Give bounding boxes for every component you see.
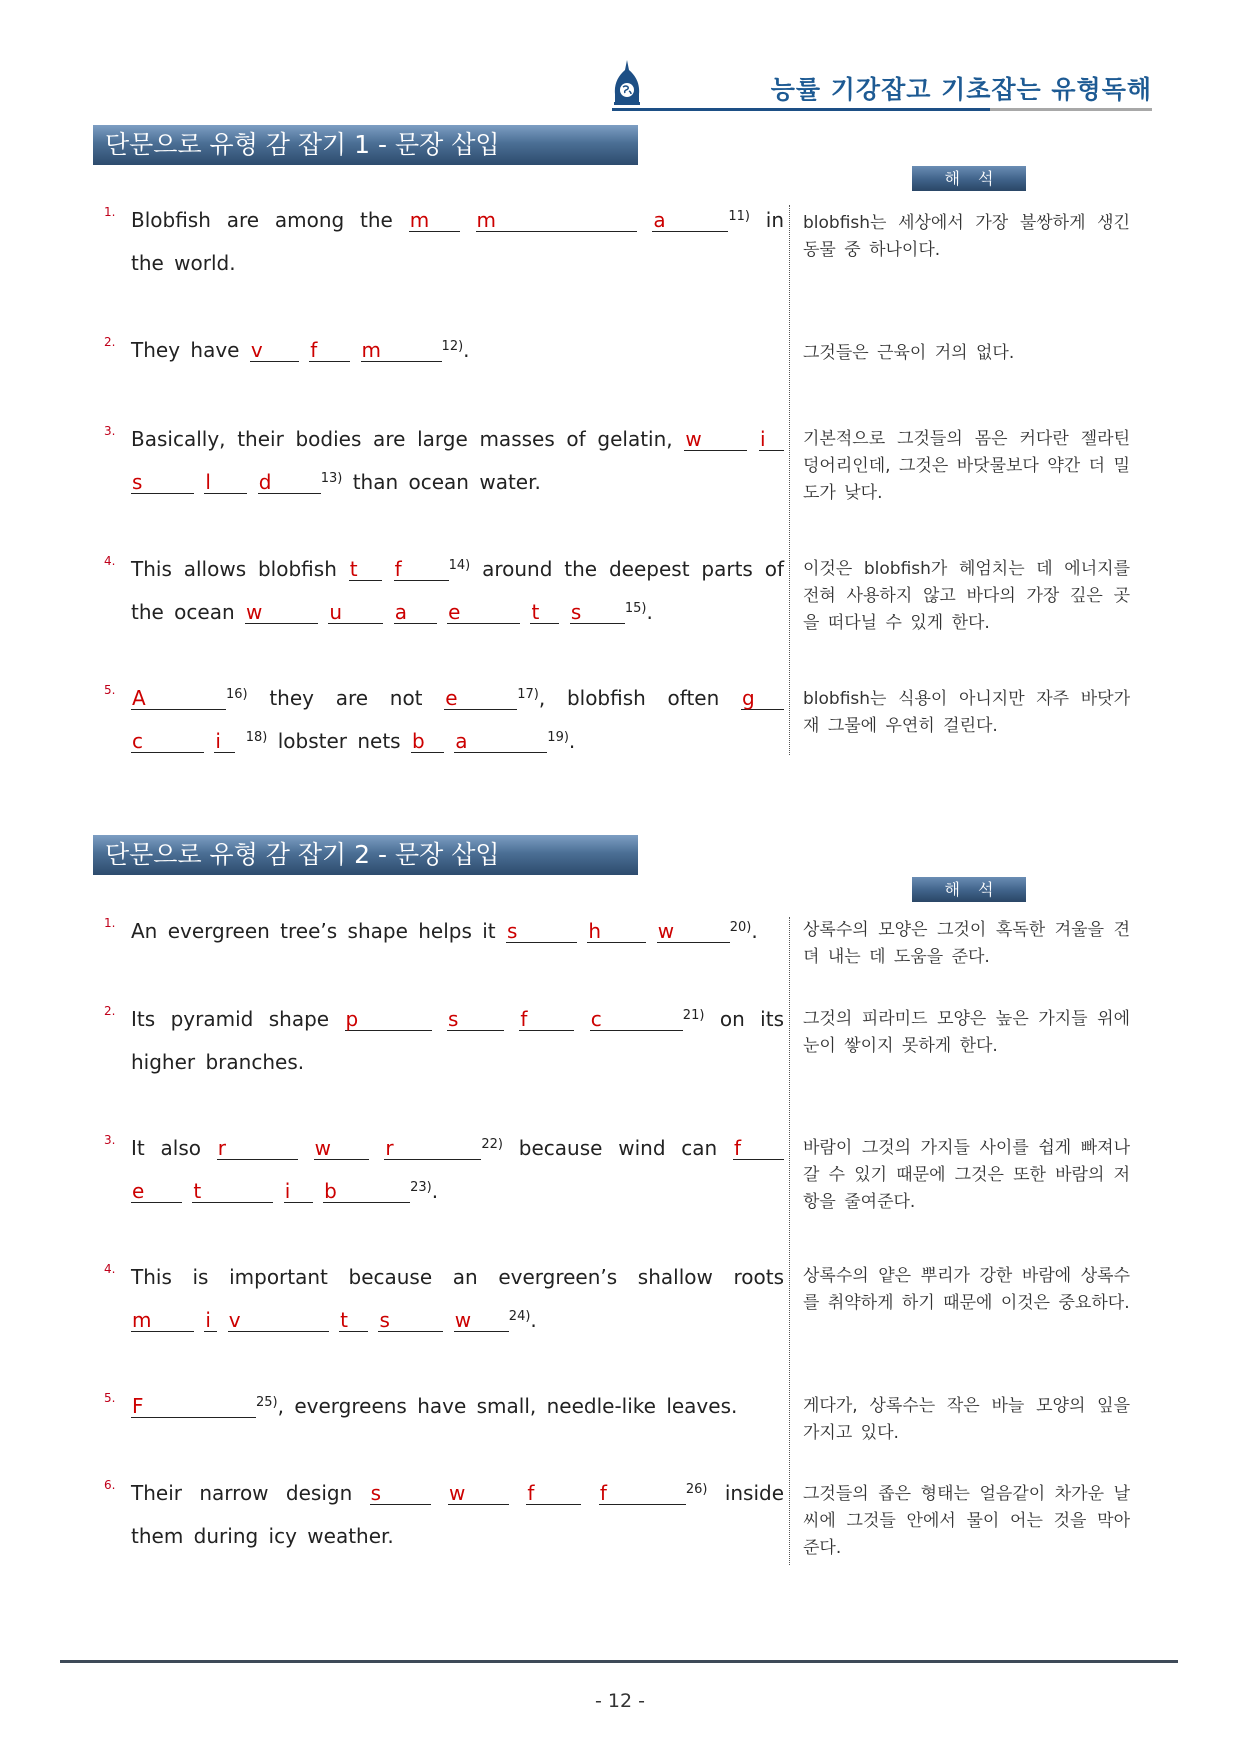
answer-blank[interactable]: t [192, 1180, 273, 1203]
blank-index: 19) [547, 730, 569, 745]
answer-blank[interactable]: l [204, 471, 247, 494]
answer-blank[interactable]: w [657, 920, 730, 943]
sentence-text [369, 1136, 385, 1160]
sentence-text: . [530, 1308, 537, 1332]
question-sentence [131, 1256, 784, 1342]
answer-blank[interactable]: c [131, 730, 204, 753]
translation-text: blobfish는 세상에서 가장 불쌍하게 생긴 동물 중 하나이다. [803, 213, 1130, 260]
footer-rule [60, 1660, 1178, 1663]
header-rule [612, 108, 1152, 111]
question-number: 1. [104, 916, 116, 930]
answer-blank[interactable]: t [349, 558, 382, 581]
answer-blank[interactable]: i [214, 730, 235, 753]
sentence-text [432, 1007, 447, 1031]
section-title: 단문으로 유형 감 잡기 2 - 문장 삽입 [93, 835, 638, 875]
answer-blank[interactable]: s [570, 601, 625, 624]
sentence-text [646, 919, 656, 943]
question-sentence [131, 418, 784, 504]
sentence-text: . [568, 729, 576, 753]
answer-blank[interactable]: f [599, 1482, 686, 1505]
sentence-text [235, 729, 245, 753]
translation-text: 바람이 그것의 가지들 사이를 쉽게 빠져나갈 수 있기 때문에 그것은 또한 바람의 저항을 줄여준다. [803, 1138, 1130, 1212]
question-number: 4. [104, 554, 116, 568]
sentence-text [443, 1308, 453, 1332]
question-sentence [131, 1127, 784, 1213]
question-number: 3. [104, 1133, 116, 1147]
sentence-text [247, 470, 257, 494]
sentence-text [520, 600, 530, 624]
sentence-text [329, 1308, 339, 1332]
answer-blank[interactable]: r [384, 1137, 481, 1160]
sentence-text [559, 600, 569, 624]
translation-text: 기본적으로 그것들의 몸은 커다란 젤라틴 덩어리인데, 그것은 바닷물보다 약간 더 밀도가 낮다. [803, 429, 1130, 503]
answer-blank[interactable]: m [131, 1309, 194, 1332]
answer-blank[interactable]: v [228, 1309, 329, 1332]
answer-blank[interactable]: f [733, 1137, 784, 1160]
answer-blank[interactable]: i [759, 428, 784, 451]
answer-blank[interactable]: m [409, 209, 460, 232]
answer-blank[interactable]: i [284, 1180, 313, 1203]
sentence-text [637, 208, 653, 232]
answer-blank[interactable]: b [323, 1180, 410, 1203]
question-sentence [131, 677, 784, 763]
blank-index: 26) [685, 1482, 708, 1497]
translation-text: 이것은 blobfish가 헤엄치는 데 에너지를 전혀 사용하지 않고 바다의 가장 깊은 곳을 떠다닐 수 있게 한다. [803, 559, 1130, 633]
answer-blank[interactable]: b [411, 730, 444, 753]
sentence-text: This allows blobfish [131, 557, 349, 581]
sentence-text: lobster nets [267, 729, 411, 753]
sentence-text: An evergreen tree’s shape helps it [131, 919, 506, 943]
translation-text: blobfish는 식용이 아니지만 자주 바닷가재 그물에 우연히 걸린다. [803, 689, 1130, 736]
sentence-text [217, 1308, 227, 1332]
answer-blank[interactable]: A [131, 687, 226, 710]
question-item [104, 1472, 784, 1558]
question-item [104, 199, 784, 285]
sentence-text: . [431, 1179, 439, 1203]
answer-blank[interactable]: w [314, 1137, 369, 1160]
sentence-text: , evergreens have small, needle-like leaves. [277, 1394, 738, 1418]
question-item [104, 1385, 784, 1428]
question-sentence [131, 998, 784, 1084]
sentence-text [350, 338, 360, 362]
sentence-text [382, 557, 394, 581]
answer-blank[interactable]: f [526, 1482, 581, 1505]
blank-index: 22) [481, 1137, 503, 1152]
blank-index: 14) [448, 558, 471, 573]
answer-blank[interactable]: w [245, 601, 318, 624]
question-item [104, 910, 784, 953]
sentence-text [574, 1007, 589, 1031]
sentence-text [298, 1136, 314, 1160]
sentence-text: Its pyramid shape [131, 1007, 345, 1031]
blank-index: 15) [624, 601, 647, 616]
answer-blank[interactable]: w [684, 428, 747, 451]
answer-blank[interactable]: e [131, 1180, 182, 1203]
answer-blank[interactable]: h [587, 920, 646, 943]
answer-blank[interactable]: t [530, 601, 559, 624]
question-item [104, 1127, 784, 1213]
sentence-text [581, 1481, 598, 1505]
sentence-text: Their narrow design [131, 1481, 370, 1505]
answer-blank[interactable]: a [454, 730, 547, 753]
blank-index: 20) [729, 920, 752, 935]
sentence-text: than ocean water. [342, 470, 541, 494]
blank-index: 11) [728, 209, 750, 224]
pen-nib-globe-icon [612, 58, 642, 108]
blank-index: 12) [441, 339, 464, 354]
sentence-text: around the deepest parts of the ocean [131, 557, 784, 624]
question-sentence [131, 329, 784, 372]
blank-index: 13) [320, 471, 343, 486]
question-sentence [131, 1385, 784, 1428]
answer-blank[interactable]: s [131, 471, 194, 494]
sentence-text: Basically, their bodies are large masses of gelatin, [131, 427, 685, 451]
sentence-text [444, 729, 454, 753]
sentence-text: , blobfish often [538, 686, 742, 710]
sentence-text: because wind can [503, 1136, 734, 1160]
question-item [104, 1256, 784, 1342]
sentence-text: inside them during icy weather. [131, 1481, 785, 1548]
question-number: 6. [104, 1478, 116, 1492]
sentence-text [383, 600, 393, 624]
answer-blank[interactable]: r [217, 1137, 298, 1160]
answer-blank[interactable]: a [652, 209, 728, 232]
blank-index: 17) [517, 687, 539, 702]
sentence-text: It also [131, 1136, 217, 1160]
question-item [104, 329, 784, 372]
answer-blank[interactable]: g [741, 687, 784, 710]
question-item [104, 548, 784, 634]
sentence-text: they are not [247, 686, 445, 710]
answer-blank[interactable]: f [519, 1008, 574, 1031]
answer-blank[interactable]: s [506, 920, 577, 943]
answer-blank[interactable]: t [339, 1309, 368, 1332]
answer-blank[interactable]: m [361, 339, 442, 362]
answer-blank[interactable]: s [370, 1482, 431, 1505]
translation-text: 그것들은 근육이 거의 없다. [803, 343, 1015, 363]
answer-blank[interactable]: s [378, 1309, 443, 1332]
column-divider [789, 917, 790, 1565]
answer-blank[interactable]: m [476, 209, 637, 232]
sentence-text: in the world. [131, 208, 785, 275]
answer-blank[interactable]: d [258, 471, 321, 494]
answer-blank[interactable]: v [250, 339, 299, 362]
question-number: 5. [104, 1391, 116, 1405]
question-number: 4. [104, 1262, 116, 1276]
sentence-text [504, 1007, 519, 1031]
answer-blank[interactable]: w [448, 1482, 509, 1505]
sentence-text [431, 1481, 448, 1505]
question-number: 1. [104, 205, 116, 219]
sentence-text [194, 1308, 204, 1332]
sentence-text: Blobfish are among the [131, 208, 409, 232]
answer-blank[interactable]: f [309, 339, 350, 362]
question-number: 2. [104, 1004, 116, 1018]
answer-blank[interactable]: e [447, 601, 520, 624]
answer-blank[interactable]: w [454, 1309, 509, 1332]
question-item [104, 418, 784, 504]
sentence-text [273, 1179, 283, 1203]
blank-index: 21) [682, 1008, 705, 1023]
sentence-text: on its higher branches. [131, 1007, 784, 1074]
sentence-text [318, 600, 328, 624]
sentence-text [194, 470, 204, 494]
answer-blank[interactable]: i [204, 1309, 217, 1332]
blank-index: 24) [508, 1309, 531, 1324]
translation-text: 상록수의 모양은 그것이 혹독한 겨울을 견뎌 내는 데 도움을 준다. [803, 920, 1130, 967]
column-divider [789, 205, 790, 755]
question-item [104, 677, 784, 763]
question-number: 3. [104, 424, 116, 438]
sentence-text [509, 1481, 526, 1505]
sentence-text: They have [131, 338, 250, 362]
book-title: 능률 기강잡고 기초잡는 유형독해 [770, 75, 1152, 104]
answer-blank[interactable]: s [447, 1008, 504, 1031]
sentence-text [368, 1308, 378, 1332]
question-sentence [131, 1472, 784, 1558]
translation-label: 해석 [912, 877, 1026, 902]
blank-index: 18) [245, 730, 268, 745]
question-number: 2. [104, 335, 116, 349]
answer-blank[interactable]: a [394, 601, 437, 624]
answer-blank[interactable]: c [590, 1008, 683, 1031]
sentence-text [577, 919, 587, 943]
blank-index: 23) [410, 1180, 432, 1195]
answer-blank[interactable]: f [394, 558, 449, 581]
sentence-text: . [751, 919, 758, 943]
question-sentence [131, 910, 784, 953]
sentence-text [437, 600, 447, 624]
answer-blank[interactable]: F [131, 1395, 256, 1418]
page-number: - 12 - [595, 1690, 645, 1712]
sentence-text [460, 208, 476, 232]
question-sentence [131, 199, 784, 285]
sentence-text [299, 338, 309, 362]
translation-text: 게다가, 상록수는 작은 바늘 모양의 잎을 가지고 있다. [803, 1396, 1130, 1443]
translation-text: 상록수의 얕은 뿌리가 강한 바람에 상록수를 취약하게 하기 때문에 이것은 중요하다. [803, 1266, 1130, 1313]
answer-blank[interactable]: p [345, 1008, 432, 1031]
section-title: 단문으로 유형 감 잡기 1 - 문장 삽입 [93, 125, 638, 165]
answer-blank[interactable]: u [328, 601, 383, 624]
translation-text: 그것들의 좁은 형태는 얼음같이 차가운 날씨에 그것들 안에서 물이 어는 것을 막아준다. [803, 1484, 1130, 1558]
sentence-text: This is important because an evergreen’s shallow roots [131, 1265, 784, 1289]
page-header [612, 58, 1152, 112]
answer-blank[interactable]: e [444, 687, 517, 710]
translation-text: 그것의 피라미드 모양은 높은 가지들 위에 눈이 쌓이지 못하게 한다. [803, 1009, 1130, 1056]
blank-index: 25) [256, 1395, 278, 1410]
sentence-text [313, 1179, 323, 1203]
question-number: 5. [104, 683, 116, 697]
question-sentence [131, 548, 784, 634]
translation-label: 해석 [912, 166, 1026, 191]
sentence-text: . [646, 600, 653, 624]
sentence-text: . [463, 338, 470, 362]
blank-index: 16) [226, 687, 248, 702]
sentence-text [204, 729, 214, 753]
sentence-text [747, 427, 759, 451]
sentence-text [182, 1179, 192, 1203]
question-item [104, 998, 784, 1084]
